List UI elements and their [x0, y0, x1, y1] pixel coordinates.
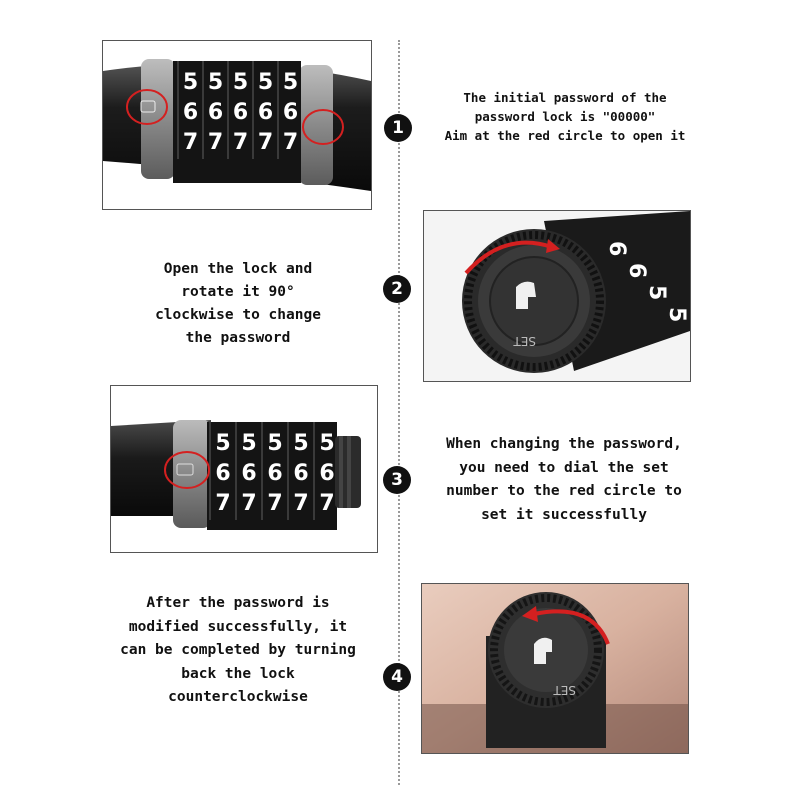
dial-digit: 5: [293, 431, 309, 456]
caption-line: the password: [185, 330, 291, 346]
set-engraving: SET: [513, 334, 536, 348]
dial-digit: 6: [182, 100, 199, 125]
dial-wheel-separator: [287, 422, 289, 520]
step-2-caption: [128, 262, 348, 354]
dial-wheel-separator: [177, 61, 179, 159]
dial-digit: 5: [257, 70, 274, 95]
caption-line: counterclockwise: [168, 689, 308, 705]
dial-digit: 7: [215, 491, 231, 516]
caption-line: clockwise to change: [155, 307, 321, 323]
dial-digit: 6: [257, 100, 274, 125]
step-4-caption: [88, 596, 388, 714]
lock-end-cap-image-step-2: [424, 211, 690, 381]
dial-digit: 7: [319, 491, 335, 516]
dial-digit: 6: [267, 461, 283, 486]
dial-wheel-separator: [227, 61, 229, 159]
dial-wheel-separator: [313, 422, 315, 520]
dial-digit: 7: [267, 491, 283, 516]
caption-line: number to the red circle to: [446, 483, 682, 499]
hand-turning-lock-image-step-4: [422, 584, 688, 753]
dial-digit: 5: [267, 431, 283, 456]
caption-line: can be completed by turning: [120, 642, 356, 658]
dial-digit: 5: [644, 285, 669, 301]
dial-digit: 6: [282, 100, 299, 125]
dial-wheel-separator: [277, 61, 279, 159]
caption-line: modified successfully, it: [128, 618, 348, 635]
step-3-badge: 3: [383, 466, 411, 494]
dial-digit: 7: [293, 491, 309, 516]
dial-digit: 5: [215, 431, 231, 456]
dial-digit: 7: [241, 491, 257, 516]
dial-wheel-separator: [261, 422, 263, 520]
lock-dials-image-step-1: [103, 41, 371, 209]
caption-line: set it successfully: [481, 506, 647, 523]
dial-wheel-separator: [252, 61, 254, 159]
dial-digit: 6: [604, 241, 629, 257]
caption-line: password lock is "00000": [474, 109, 656, 124]
dial-digit: 6: [232, 100, 249, 125]
dial-digit: 7: [257, 130, 274, 155]
dial-digit: 7: [282, 130, 299, 155]
caption-line: Aim at the red circle to open it: [444, 128, 686, 143]
step-1-badge: 1: [384, 114, 412, 142]
caption-line: The initial password of the: [463, 90, 667, 105]
dial-digit: 5: [319, 431, 335, 456]
step-2-photo: [423, 210, 691, 382]
caption-line: After the password is: [146, 595, 330, 611]
caption-line: back the lock: [181, 665, 295, 682]
dial-digit: 7: [207, 130, 224, 155]
caption-line: you need to dial the set: [459, 459, 669, 476]
caption-line: When changing the password,: [446, 436, 682, 452]
dial-digit: 5: [282, 70, 299, 95]
dial-digit: 5: [241, 431, 257, 456]
step-2-badge: 2: [383, 275, 411, 303]
dial-digit: 6: [624, 263, 649, 279]
dial-digit: 5: [182, 70, 199, 95]
lock-dials-image-step-3: [111, 386, 377, 552]
dial-digit: 5: [207, 70, 224, 95]
caption-line: Open the lock and: [163, 261, 313, 277]
dial-digit: 6: [215, 461, 231, 486]
step-3-photo: [110, 385, 378, 553]
dial-digit: 7: [182, 130, 199, 155]
dial-digit: 6: [207, 100, 224, 125]
dial-digit: 5: [664, 307, 689, 323]
set-engraving: SET: [553, 683, 576, 697]
dial-wheel-separator: [202, 61, 204, 159]
step-4-photo: [421, 583, 689, 754]
dial-wheel-separator: [235, 422, 237, 520]
caption-line: rotate it 90°: [181, 284, 295, 300]
dial-digit: 6: [241, 461, 257, 486]
dial-digit: 5: [232, 70, 249, 95]
step-1-photo: [102, 40, 372, 210]
step-4-badge: 4: [383, 663, 411, 691]
dial-digit: 7: [232, 130, 249, 155]
step-1-caption: [420, 92, 710, 149]
dial-digit: 6: [293, 461, 309, 486]
dial-digit: 6: [319, 461, 335, 486]
step-3-caption: [416, 437, 712, 531]
